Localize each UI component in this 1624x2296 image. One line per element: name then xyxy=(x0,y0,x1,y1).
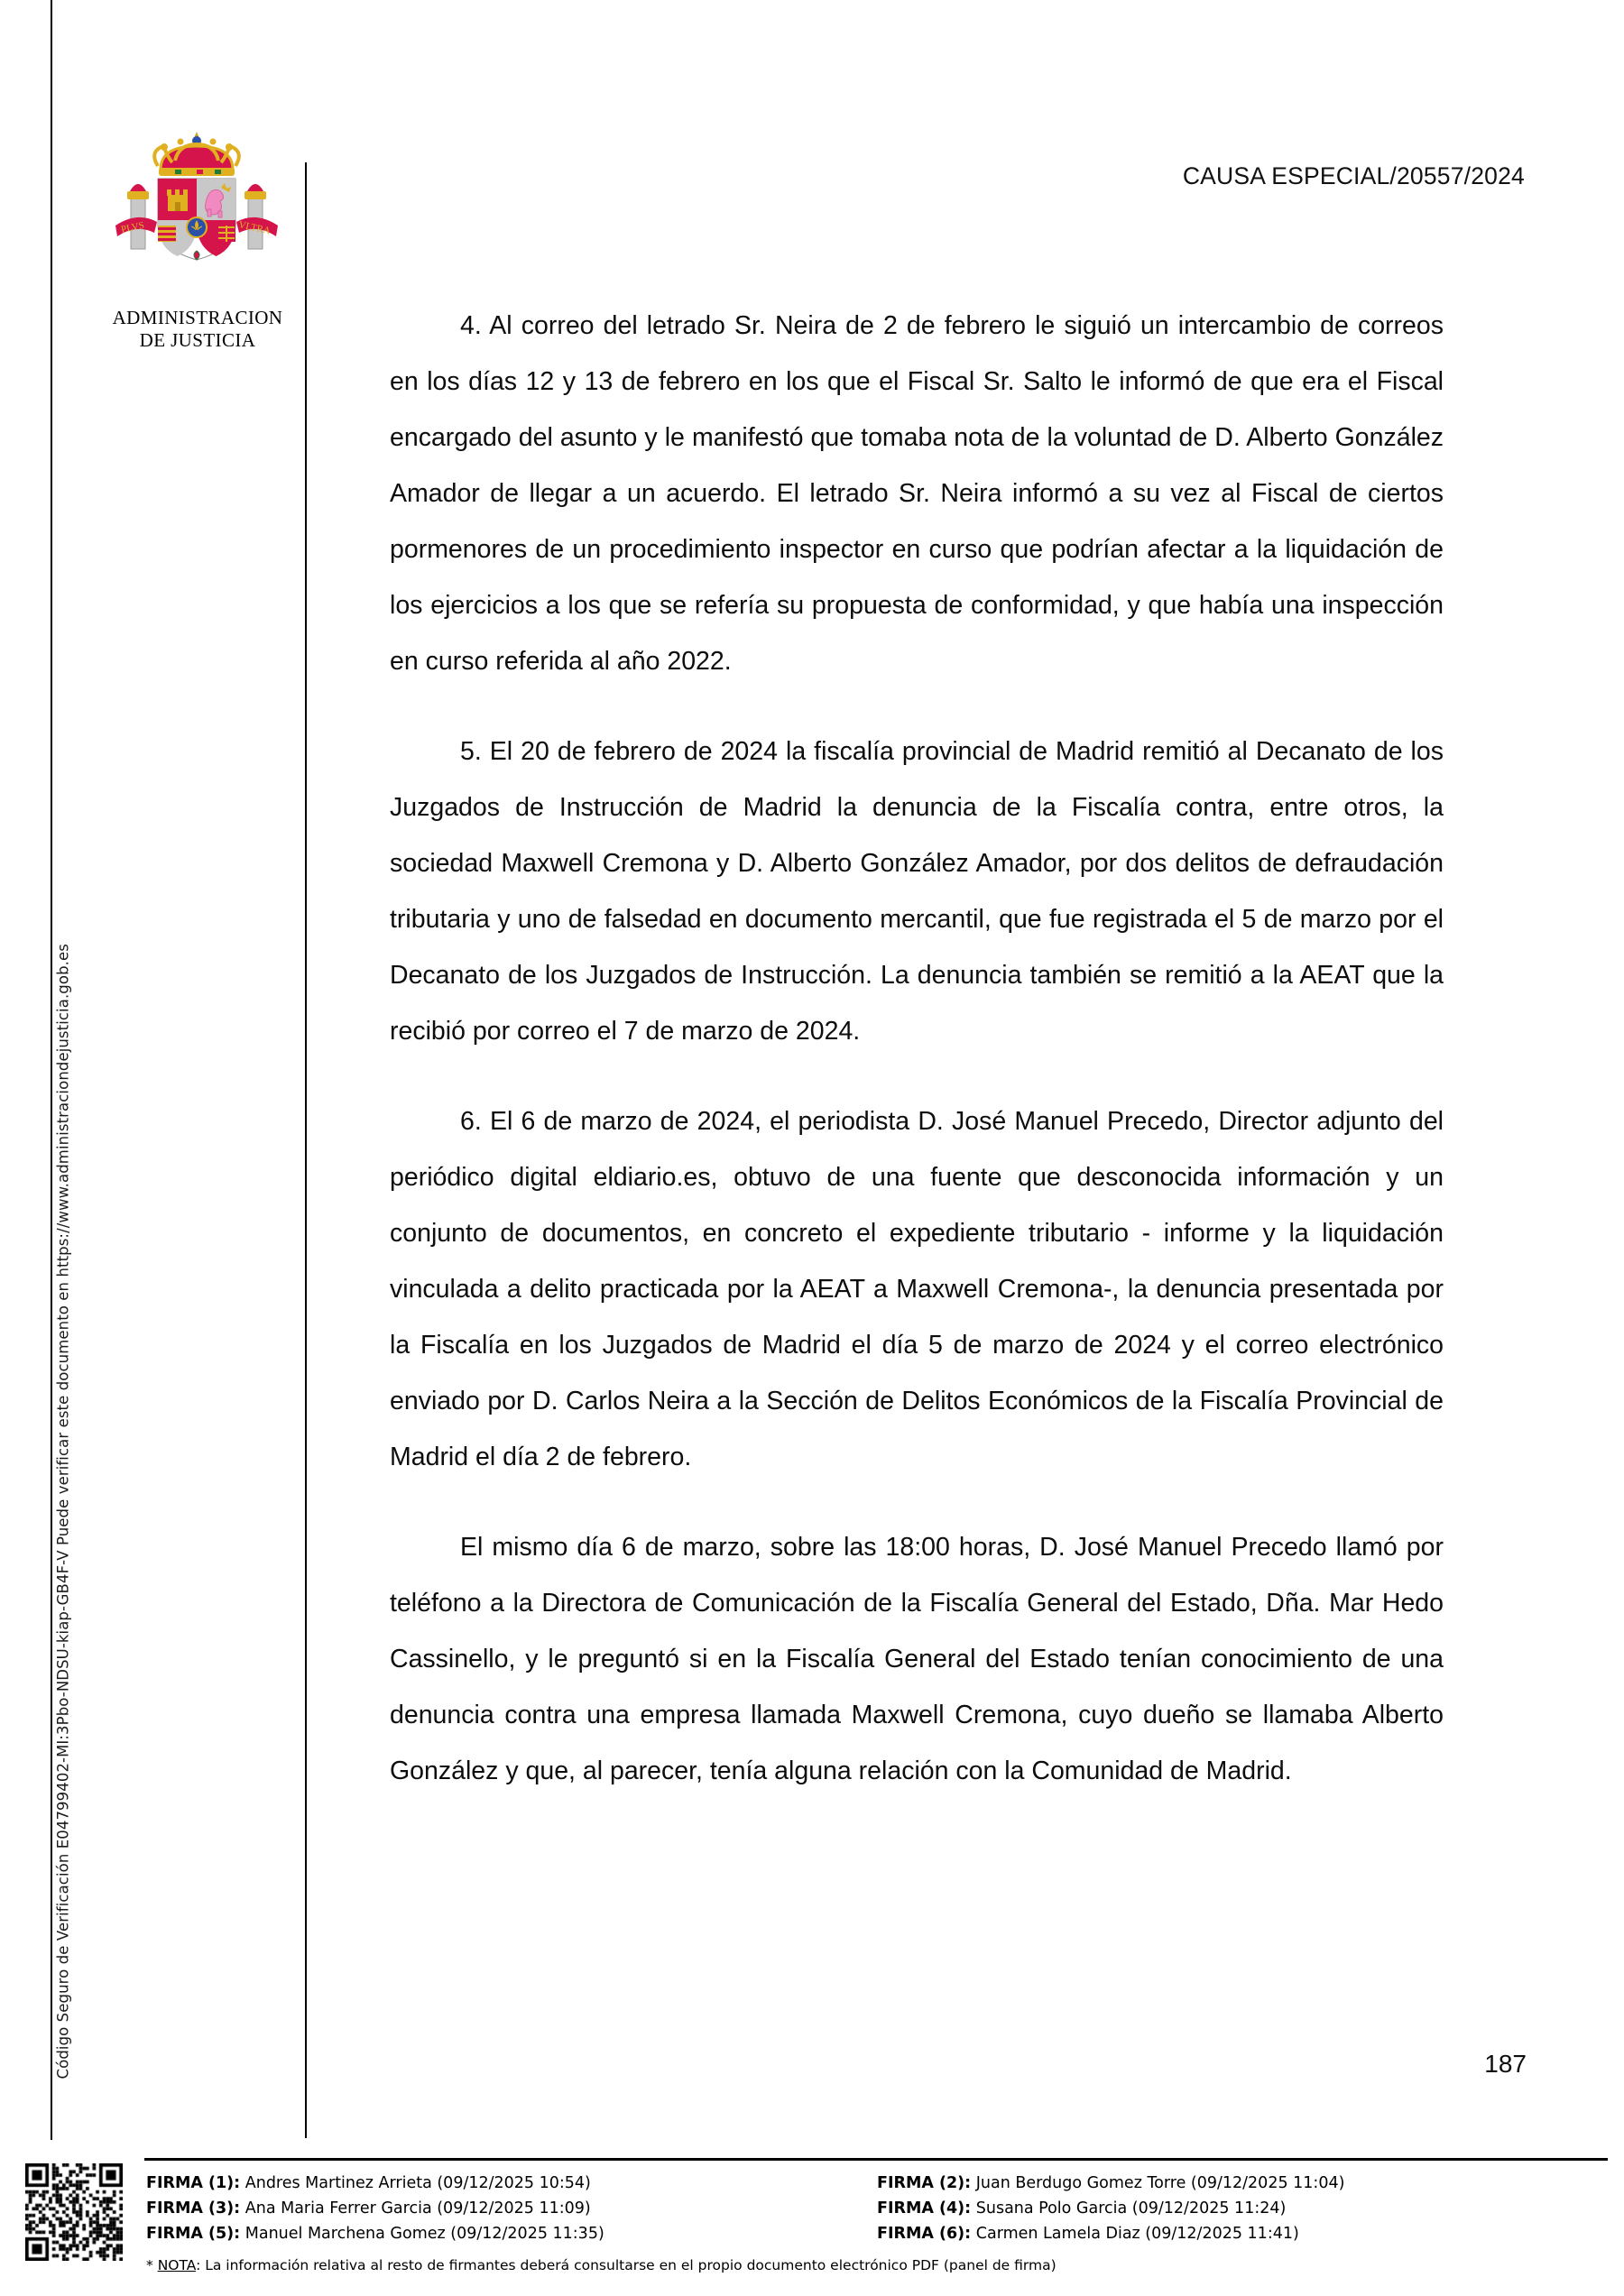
qr-code-icon xyxy=(25,2163,123,2261)
signature-value: Susana Polo Garcia (09/12/2025 11:24) xyxy=(975,2199,1287,2218)
paragraph-5: 5. El 20 de febrero de 2024 la fiscalía provincial de Madrid remitió al Decanato de los Juzgados de Instrucción de Madrid la denuncia de la Fiscalía contra, entre otros, la sociedad Maxwell Cremona y D. Alberto González Amador, por dos delitos de defraudación tributaria y uno de falsedad en documento mercantil, que fue registrada el 5 de marzo por el Decanato de los Juzgados de Instrucción. La denuncia también se remitió a la AEAT que la recibió por correo el 7 de marzo de 2024. xyxy=(390,737,1444,1046)
signature-entry xyxy=(877,2171,1608,2196)
svg-text:VLTRA: VLTRA xyxy=(237,219,272,237)
signature-list xyxy=(146,2171,1608,2246)
signature-label: FIRMA (6): xyxy=(877,2225,972,2243)
paragraph-4: 4. Al correo del letrado Sr. Neira de 2 de febrero le siguió un intercambio de correos en los días 12 y 13 de febrero en los que el Fiscal Sr. Salto le informó de que era el Fiscal encargado del asunto y le manifestó que tomaba nota de la voluntad de D. Alberto González Amador de llegar a un acuerdo. El letrado Sr. Neira informó a su vez al Fiscal de ciertos pormenores de un procedimiento inspector en curso que podrían afectar a la liquidación de los ejercicios a los que se refería su propuesta de conformidad, y que había una inspección en curso referida al año 2022. xyxy=(390,311,1444,676)
administration-label-line1: ADMINISTRACION xyxy=(112,307,283,328)
document-body xyxy=(390,298,1444,1799)
footer-note-text: : La información relativa al resto de firmantes deberá consultarse en el propio documento electrónico PDF (panel de firma) xyxy=(196,2257,1057,2273)
signature-row xyxy=(146,2171,1608,2196)
signature-value: Carmen Lamela Diaz (09/12/2025 11:41) xyxy=(975,2225,1299,2243)
signature-value: Manuel Marchena Gomez (09/12/2025 11:35) xyxy=(245,2225,604,2243)
signature-entry xyxy=(146,2221,877,2246)
signature-entry xyxy=(146,2171,877,2196)
signature-entry xyxy=(146,2196,877,2221)
page-header-title: CAUSA ESPECIAL/20557/2024 xyxy=(1182,162,1525,189)
verification-strip-text: Código Seguro de Verificación E04799402-MI:3Pbo-NDSU-kiap-GB4F-V Puede verificar este documento en https://www.administraciondejusticia.gob.es xyxy=(54,944,72,2079)
paragraph-6: 6. El 6 de marzo de 2024, el periodista D. José Manuel Precedo, Director adjunto del periódico digital eldiario.es, obtuvo de una fuente que desconocida información y un conjunto de documentos, en concreto el expediente tributario - informe y la liquidación vinculada a delito practicada por la AEAT a Maxwell Cremona-, la denuncia presentada por la Fiscalía en los Juzgados de Madrid el día 5 de marzo de 2024 y el correo electrónico enviado por D. Carlos Neira a la Sección de Delitos Económicos de la Fiscalía Provincial de Madrid el día 2 de febrero. xyxy=(390,1107,1444,1471)
signature-row xyxy=(146,2196,1608,2221)
signature-label: FIRMA (3): xyxy=(146,2199,241,2218)
signature-value: Juan Berdugo Gomez Torre (09/12/2025 11:04) xyxy=(975,2174,1345,2192)
signature-value: Andres Martinez Arrieta (09/12/2025 10:54) xyxy=(245,2174,591,2192)
administration-label-line2: DE JUSTICIA xyxy=(139,329,256,351)
footer-divider xyxy=(144,2158,1608,2161)
signature-label: FIRMA (5): xyxy=(146,2225,241,2243)
paragraph-7: El mismo día 6 de marzo, sobre las 18:00 horas, D. José Manuel Precedo llamó por teléfono a la Directora de Comunicación de la Fiscalía General del Estado, Dña. Mar Hedo Cassinello, y le preguntó si en la Fiscalía General del Estado tenían conocimiento de una denuncia contra una empresa llamada Maxwell Cremona, cuyo dueño se llamaba Alberto González y que, al parecer, tenía alguna relación con la Comunidad de Madrid. xyxy=(390,1533,1444,1785)
signature-label: FIRMA (2): xyxy=(877,2174,972,2192)
footer-note xyxy=(146,2257,1057,2273)
page-number: 187 xyxy=(1484,2050,1527,2078)
signature-row xyxy=(146,2221,1608,2246)
verification-strip xyxy=(0,0,72,2143)
signature-entry xyxy=(877,2221,1608,2246)
signature-entry xyxy=(877,2196,1608,2221)
signature-footer xyxy=(0,2158,1624,2296)
content-divider-rule xyxy=(305,162,307,2138)
administration-label xyxy=(81,307,314,352)
signature-value: Ana Maria Ferrer Garcia (09/12/2025 11:09) xyxy=(245,2199,591,2218)
signature-label: FIRMA (4): xyxy=(877,2199,972,2218)
svg-text:PLVS: PLVS xyxy=(120,219,145,235)
spain-coat-of-arms-icon xyxy=(106,126,287,280)
footer-note-prefix: * xyxy=(146,2257,158,2273)
left-margin-rule xyxy=(51,0,52,2140)
footer-note-keyword: NOTA xyxy=(157,2257,197,2273)
signature-label: FIRMA (1): xyxy=(146,2174,241,2192)
